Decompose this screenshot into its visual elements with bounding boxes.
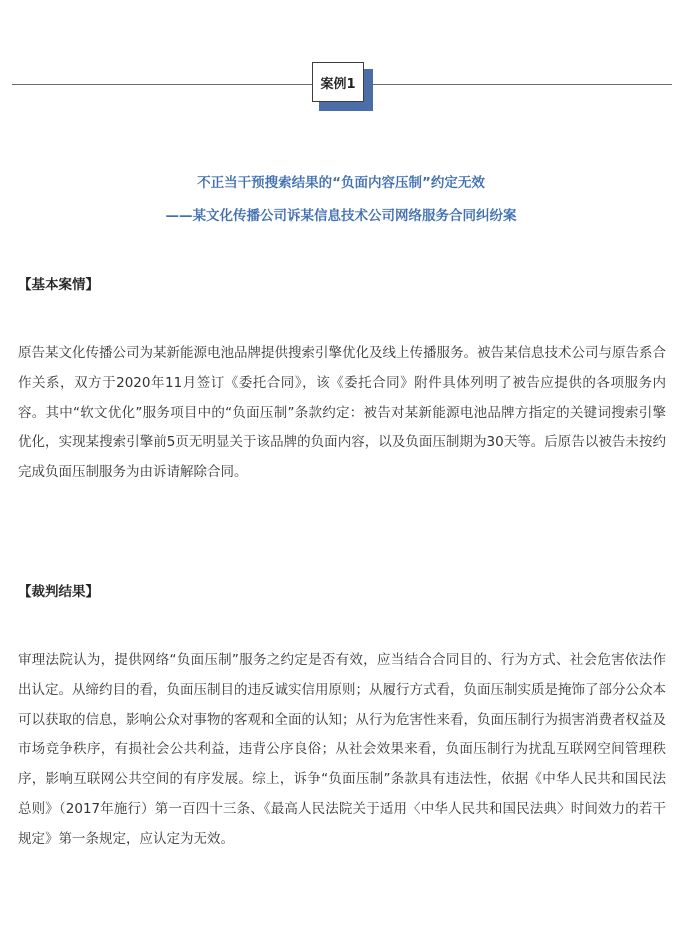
section-heading-basic-facts: 【基本案情】 <box>18 277 99 293</box>
case-subtitle: ——某文化传播公司诉某信息技术公司网络服务合同纠纷案 <box>165 208 517 224</box>
section-body-basic-facts: 原告某文化传播公司为某新能源电池品牌提供搜索引擎优化及线上传播服务。被告某信息技术公司与原告系合作关系，双方于2020年11月签订《委托合同》，该《委托合同》附件具体列明了被告应提供的各项服务内容。其中“软文优化”服务项目中的“负面压制”条款约定：被告对某新能源电池品牌方指定的关键词搜索引擎优化，实现某搜索引擎前5页无明显关于该品牌的负面内容，以及负面压制期为30天等。后原告以被告未按约完成负面压制服务为由诉请解除合同。 <box>18 345 666 481</box>
section-heading-judgment: 【裁判结果】 <box>18 584 99 600</box>
case-badge-label: 案例1 <box>312 62 364 102</box>
case-badge <box>312 62 374 112</box>
section-body-judgment: 审理法院认为，提供网络“负面压制”服务之约定是否有效，应当结合合同目的、行为方式、社会危害依法作出认定。从缔约目的看，负面压制目的违反诚实信用原则；从履行方式看，负面压制实质是掩饰了部分公众本可以获取的信息，影响公众对事物的客观和全面的认知；从行为危害性来看，负面压制行为损害消费者权益及市场竞争秩序，有损社会公共利益，违背公序良俗；从社会效果来看，负面压制行为扰乱互联网空间管理秩序，影响互联网公共空间的有序发展。综上，诉争“负面压制”条款具有违法性，依据《中华人民共和国民法总则》（2017年施行）第一百四十三条、《最高人民法院关于适用〈中华人民共和国民法典〉时间效力的若干规定》第一条规定，应认定为无效。 <box>18 652 666 847</box>
case-title: 不正当干预搜索结果的“负面内容压制”约定无效 <box>197 175 485 191</box>
